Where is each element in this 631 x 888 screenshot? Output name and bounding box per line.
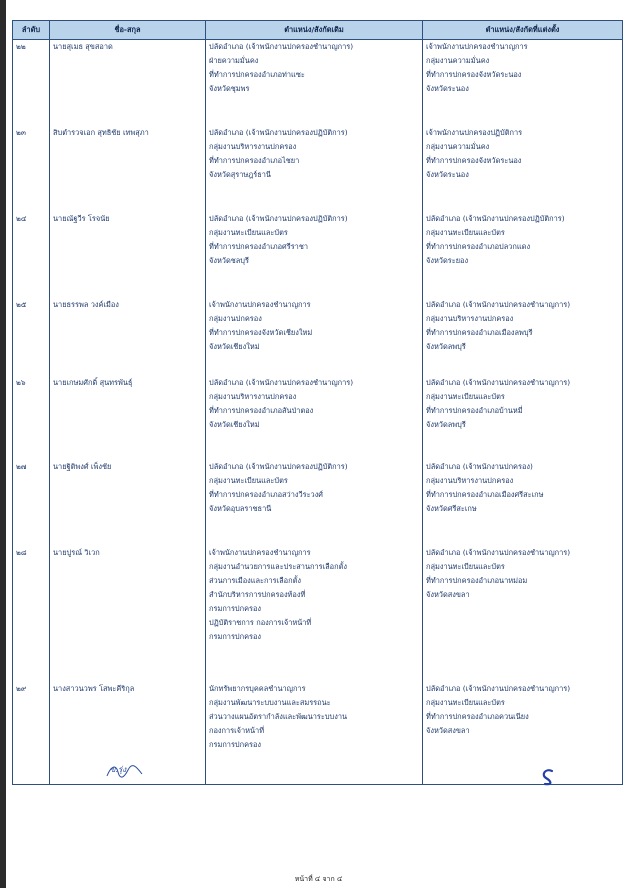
row-name: นายฐิติพงศ์ เพ็งชัย [50, 460, 206, 546]
position-line: ปลัดอำเภอ (เจ้าพนักงานปกครอง) [426, 461, 533, 471]
position-line: จังหวัดชลบุรี [209, 255, 249, 265]
position-line: กลุ่มงานความมั่นคง [426, 141, 490, 151]
position-line: ปลัดอำเภอ (เจ้าพนักงานปกครองชำนาญการ) [426, 547, 571, 557]
position-line: กองการเจ้าหน้าที่ [209, 725, 265, 735]
position-line: เจ้าพนักงานปกครองชำนาญการ [209, 299, 311, 309]
position-line: กรมการปกครอง [209, 739, 262, 749]
row-old-position [206, 126, 423, 212]
position-line: กลุ่มงานพัฒนาระบบงานและสมรรถนะ [209, 697, 331, 707]
position-line: ที่ทำการปกครองอำเภอสันป่าตอง [209, 405, 314, 415]
header-new-position: ตำแหน่ง/สังกัดที่แต่งตั้ง [423, 21, 623, 40]
table-row [13, 376, 623, 460]
row-name: นายสุเมธ สุขสอาด [50, 40, 206, 126]
position-line: ปลัดอำเภอ (เจ้าพนักงานปกครองชำนาญการ) [426, 683, 571, 693]
row-new-position [423, 682, 623, 785]
position-line: เจ้าพนักงานปกครองปฏิบัติการ [426, 127, 523, 137]
row-order: ๒๖ [13, 376, 50, 460]
position-line: ส่วนการเมืองและการเลือกตั้ง [209, 575, 301, 585]
position-line: กลุ่มงานทะเบียนและบัตร [426, 391, 505, 401]
position-line: กลุ่มงานทะเบียนและบัตร [426, 227, 505, 237]
position-line: นักทรัพยากรบุคคลชำนาญการ [209, 683, 306, 693]
position-line: กลุ่มงานทะเบียนและบัตร [209, 227, 288, 237]
position-line: กลุ่มงานปกครอง [209, 313, 262, 323]
position-line: ปฏิบัติราชการ กองการเจ้าหน้าที่ [209, 617, 312, 627]
position-line: จังหวัดสงขลา [426, 589, 470, 599]
row-new-position [423, 460, 623, 546]
table-row [13, 212, 623, 298]
position-line: กลุ่มงานบริหารงานปกครอง [209, 141, 297, 151]
row-name: นายเกษมศักดิ์ สุนทรพันธุ์ [50, 376, 206, 460]
position-line: ปลัดอำเภอ (เจ้าพนักงานปกครองปฏิบัติการ) [209, 461, 348, 471]
position-line: กลุ่มงานความมั่นคง [426, 56, 490, 65]
position-line: จังหวัดระยอง [426, 255, 469, 265]
position-line: กรมการปกครอง [209, 631, 262, 641]
signature-right [537, 766, 559, 788]
table-row [13, 546, 623, 682]
position-line: กลุ่มงานทะเบียนและบัตร [209, 475, 288, 485]
position-line: ปลัดอำเภอ (เจ้าพนักงานปกครองปฏิบัติการ) [209, 127, 348, 137]
signature-left-text: ข.รุ่ง [110, 765, 127, 774]
position-line: ที่ทำการปกครองจังหวัดระนอง [426, 70, 522, 79]
position-line: จังหวัดศรีสะเกษ [426, 503, 477, 513]
row-new-position [423, 298, 623, 376]
row-order: ๒๙ [13, 682, 50, 785]
header-name: ชื่อ-สกุล [50, 21, 206, 40]
row-old-position [206, 40, 423, 126]
position-line: ที่ทำการปกครองอำเภอปลวกแดง [426, 241, 531, 251]
page-footer: หน้าที่ ๔ จาก ๔ [294, 875, 343, 883]
row-order: ๒๕ [13, 298, 50, 376]
position-line: เจ้าพนักงานปกครองชำนาญการ [426, 42, 528, 51]
position-line: ปลัดอำเภอ (เจ้าพนักงานปกครองชำนาญการ) [426, 299, 571, 309]
row-old-position [206, 376, 423, 460]
position-line: ที่ทำการปกครองจังหวัดระนอง [426, 155, 522, 165]
table-row [13, 460, 623, 546]
position-line: ส่วนวางแผนอัตรากำลังและพัฒนาระบบงาน [209, 711, 348, 721]
row-name: นายณัฐวีร โรจนัย [50, 212, 206, 298]
appointment-table [12, 20, 623, 785]
row-name: นางสาวนวพร โสพะคีริกุล [50, 682, 206, 785]
header-old-position: ตำแหน่ง/สังกัดเดิม [206, 21, 423, 40]
row-name: สิบตำรวจเอก สุทธิชัย เทพสุภา [50, 126, 206, 212]
table-row [13, 126, 623, 212]
row-order: ๒๘ [13, 546, 50, 682]
position-line: ที่ทำการปกครองจังหวัดเชียงใหม่ [209, 327, 313, 337]
row-new-position [423, 126, 623, 212]
position-line: ที่ทำการปกครองอำเภอท่าแซะ [209, 70, 305, 79]
row-new-position [423, 212, 623, 298]
row-old-position [206, 298, 423, 376]
position-line: ปลัดอำเภอ (เจ้าพนักงานปกครองปฏิบัติการ) [426, 213, 565, 223]
row-order: ๒๔ [13, 212, 50, 298]
document-page [6, 0, 631, 888]
position-line: ที่ทำการปกครองอำเภอสว่างวีระวงศ์ [209, 489, 323, 499]
position-line: ที่ทำการปกครองอำเภอเมืองศรีสะเกษ [426, 489, 544, 499]
position-line: กลุ่มงานบริหารงานปกครอง [209, 391, 297, 401]
position-line: ปลัดอำเภอ (เจ้าพนักงานปกครองชำนาญการ) [209, 42, 354, 51]
position-line: กลุ่มงานอำนวยการและประสานการเลือกตั้ง [209, 561, 347, 571]
table-header-row [13, 21, 623, 40]
table-row [13, 40, 623, 126]
position-line: กลุ่มงานทะเบียนและบัตร [426, 561, 505, 571]
position-line: จังหวัดระนอง [426, 169, 469, 179]
position-line: ที่ทำการปกครองอำเภอไชยา [209, 155, 300, 165]
row-name: นายปูรณ์ วิเวก [50, 546, 206, 682]
position-line: ปลัดอำเภอ (เจ้าพนักงานปกครองชำนาญการ) [209, 377, 354, 387]
row-order: ๒๒ [13, 40, 50, 126]
position-line: กลุ่มงานบริหารงานปกครอง [426, 475, 514, 485]
position-line: ที่ทำการปกครองอำเภอเมืองลพบุรี [426, 327, 533, 337]
position-line: กรมการปกครอง [209, 603, 262, 613]
position-line: ปลัดอำเภอ (เจ้าพนักงานปกครองชำนาญการ) [426, 377, 571, 387]
position-line: จังหวัดเชียงใหม่ [209, 341, 260, 351]
table-row [13, 298, 623, 376]
row-old-position [206, 212, 423, 298]
row-old-position [206, 546, 423, 682]
row-name: นายธรรพล วงค์เมือง [50, 298, 206, 376]
position-line: จังหวัดสงขลา [426, 725, 470, 735]
row-old-position [206, 460, 423, 546]
row-new-position [423, 376, 623, 460]
position-line: จังหวัดเชียงใหม่ [209, 419, 260, 429]
position-line: ฝ่ายความมั่นคง [209, 56, 259, 65]
position-line: เจ้าพนักงานปกครองชำนาญการ [209, 547, 311, 557]
position-line: สำนักบริหารการปกครองท้องที่ [209, 589, 306, 599]
position-line: ที่ทำการปกครองอำเภอนาหม่อม [426, 575, 528, 585]
row-old-position [206, 682, 423, 785]
position-line: จังหวัดลพบุรี [426, 419, 466, 429]
position-line: ที่ทำการปกครองอำเภอบ้านหมี่ [426, 405, 523, 415]
position-line: จังหวัดสุราษฎร์ธานี [209, 169, 271, 179]
row-new-position [423, 40, 623, 126]
position-line: กลุ่มงานบริหารงานปกครอง [426, 313, 514, 323]
row-order: ๒๗ [13, 460, 50, 546]
position-line: จังหวัดอุบลราชธานี [209, 503, 272, 513]
position-line: จังหวัดลพบุรี [426, 341, 466, 351]
position-line: ปลัดอำเภอ (เจ้าพนักงานปกครองปฏิบัติการ) [209, 213, 348, 223]
position-line: ที่ทำการปกครองอำเภอศรีราชา [209, 241, 308, 251]
position-line: จังหวัดชุมพร [209, 84, 250, 93]
signature-left [104, 758, 146, 784]
header-order: ลำดับ [13, 21, 50, 40]
position-line: ที่ทำการปกครองอำเภอควนเนียง [426, 711, 529, 721]
row-order: ๒๓ [13, 126, 50, 212]
row-new-position [423, 546, 623, 682]
position-line: กลุ่มงานทะเบียนและบัตร [426, 697, 505, 707]
position-line: จังหวัดระนอง [426, 84, 469, 93]
